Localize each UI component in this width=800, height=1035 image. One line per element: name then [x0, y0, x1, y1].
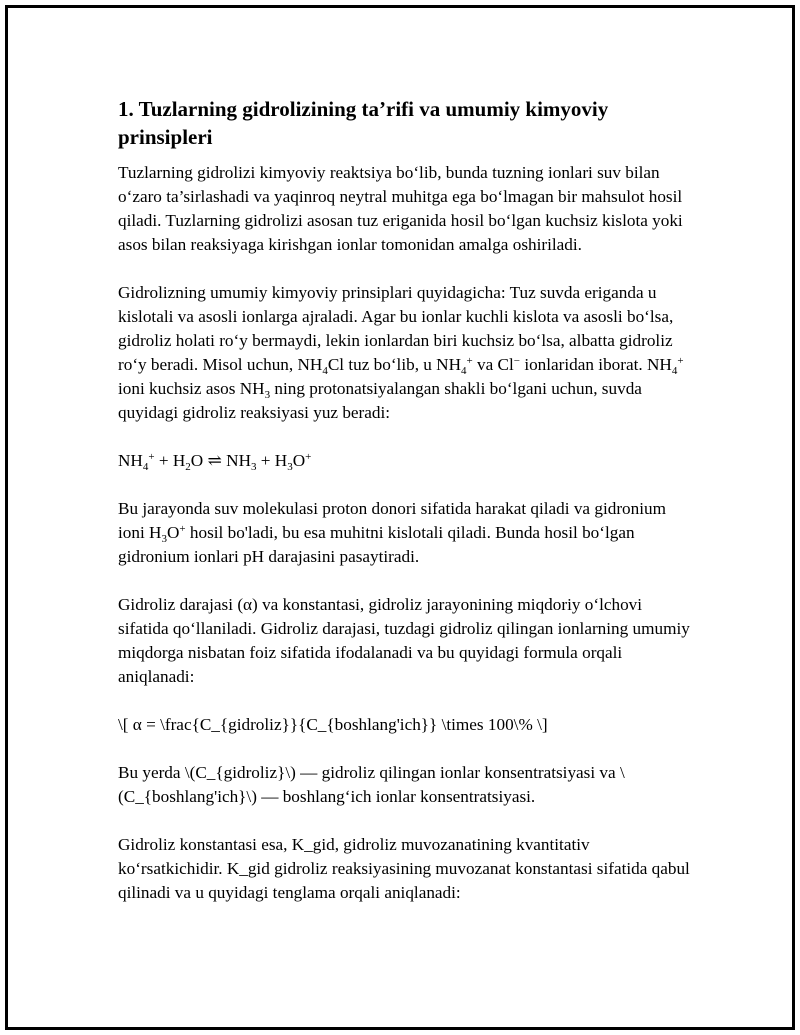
reaction-equation: $NH_4^+ + H_2O$ ⇌ $NH_3 + H_3O^+$ — [118, 451, 312, 473]
formula-degree: \[ α = \frac{C_{gidroliz}}{C_{boshlang'ich}} \times 100\% \] — [118, 715, 548, 734]
paragraph-degree: Gidroliz darajasi (α) va konstantasi, gidroliz jarayonining miqdoriy o‘lchovi sifatida qo‘llaniladi. Gidroliz darajasi, tuzdagi gidroliz qilingan ionlarning umumiy miqdorga nisbatan foiz sifatida ifodalanadi va bu quyidagi formula orqali aniqlanadi: — [118, 595, 690, 686]
document-body — [118, 95, 690, 929]
paragraph-process: Bu jarayonda suv molekulasi proton donori sifatida harakat qiladi va gidronium ioni $H_3O^+$ hosil bo'ladi, bu esa muhitni kislotali qiladi. Bunda hosil bo‘lgan gidronium ionlari pH darajasini pasaytiradi. — [118, 499, 666, 566]
section-heading: 1. Tuzlarning gidrolizining ta’rifi va umumiy kimyoviy prinsipleri — [118, 97, 609, 149]
paragraph-explanation: Bu yerda \(C_{gidroliz}\) — gidroliz qilingan ionlar konsentratsiyasi va \(C_{boshlang'ich}\) — boshlang‘ich ionlar konsentratsiyasi. — [118, 763, 625, 806]
paragraph-definition: Tuzlarning gidrolizi kimyoviy reaktsiya bo‘lib, bunda tuzning ionlari suv bilan o‘zaro ta’sirlashadi va yaqinroq neytral muhitga ega bo‘lmagan bir mahsulot hosil qiladi. Tuzlarning gidrolizi asosan tuz eriganida hosil bo‘lgan kuchsiz kislota yoki asos bilan reaksiyaga kirishgan ionlar tomonidan amalga oshiriladi. — [118, 163, 683, 254]
paragraph-principles: Gidrolizning umumiy kimyoviy prinsiplari quyidagicha: Tuz suvda eriganda u kislotali va asosli ionlarga ajraladi. Agar bu ionlar kuchli kislota va asosli bo‘lsa, gidroliz holati ro‘y bermaydi, lekin ionlardan biri kuchsiz bo‘lsa, albatta gidroliz ro‘y beradi. Misol uchun, $NH_4Cl$ tuz bo‘lib, u $NH_4^+$ va Cl− ionlaridan iborat. $NH_4^+$ ioni kuchsiz asos $NH_3$ ning protonatsiyalangan shakli bo‘lgani uchun, suvda quyidagi gidroliz reaksiyasi yuz beradi: — [118, 283, 684, 422]
paragraph-constant: Gidroliz konstantasi esa, K_gid, gidroliz muvozanatining kvantitativ ko‘rsatkichidir. K_gid gidroliz reaksiyasining muvozanat konstantasi sifatida qabul qilinadi va u quyidagi tenglama orqali aniqlanadi: — [118, 835, 690, 902]
